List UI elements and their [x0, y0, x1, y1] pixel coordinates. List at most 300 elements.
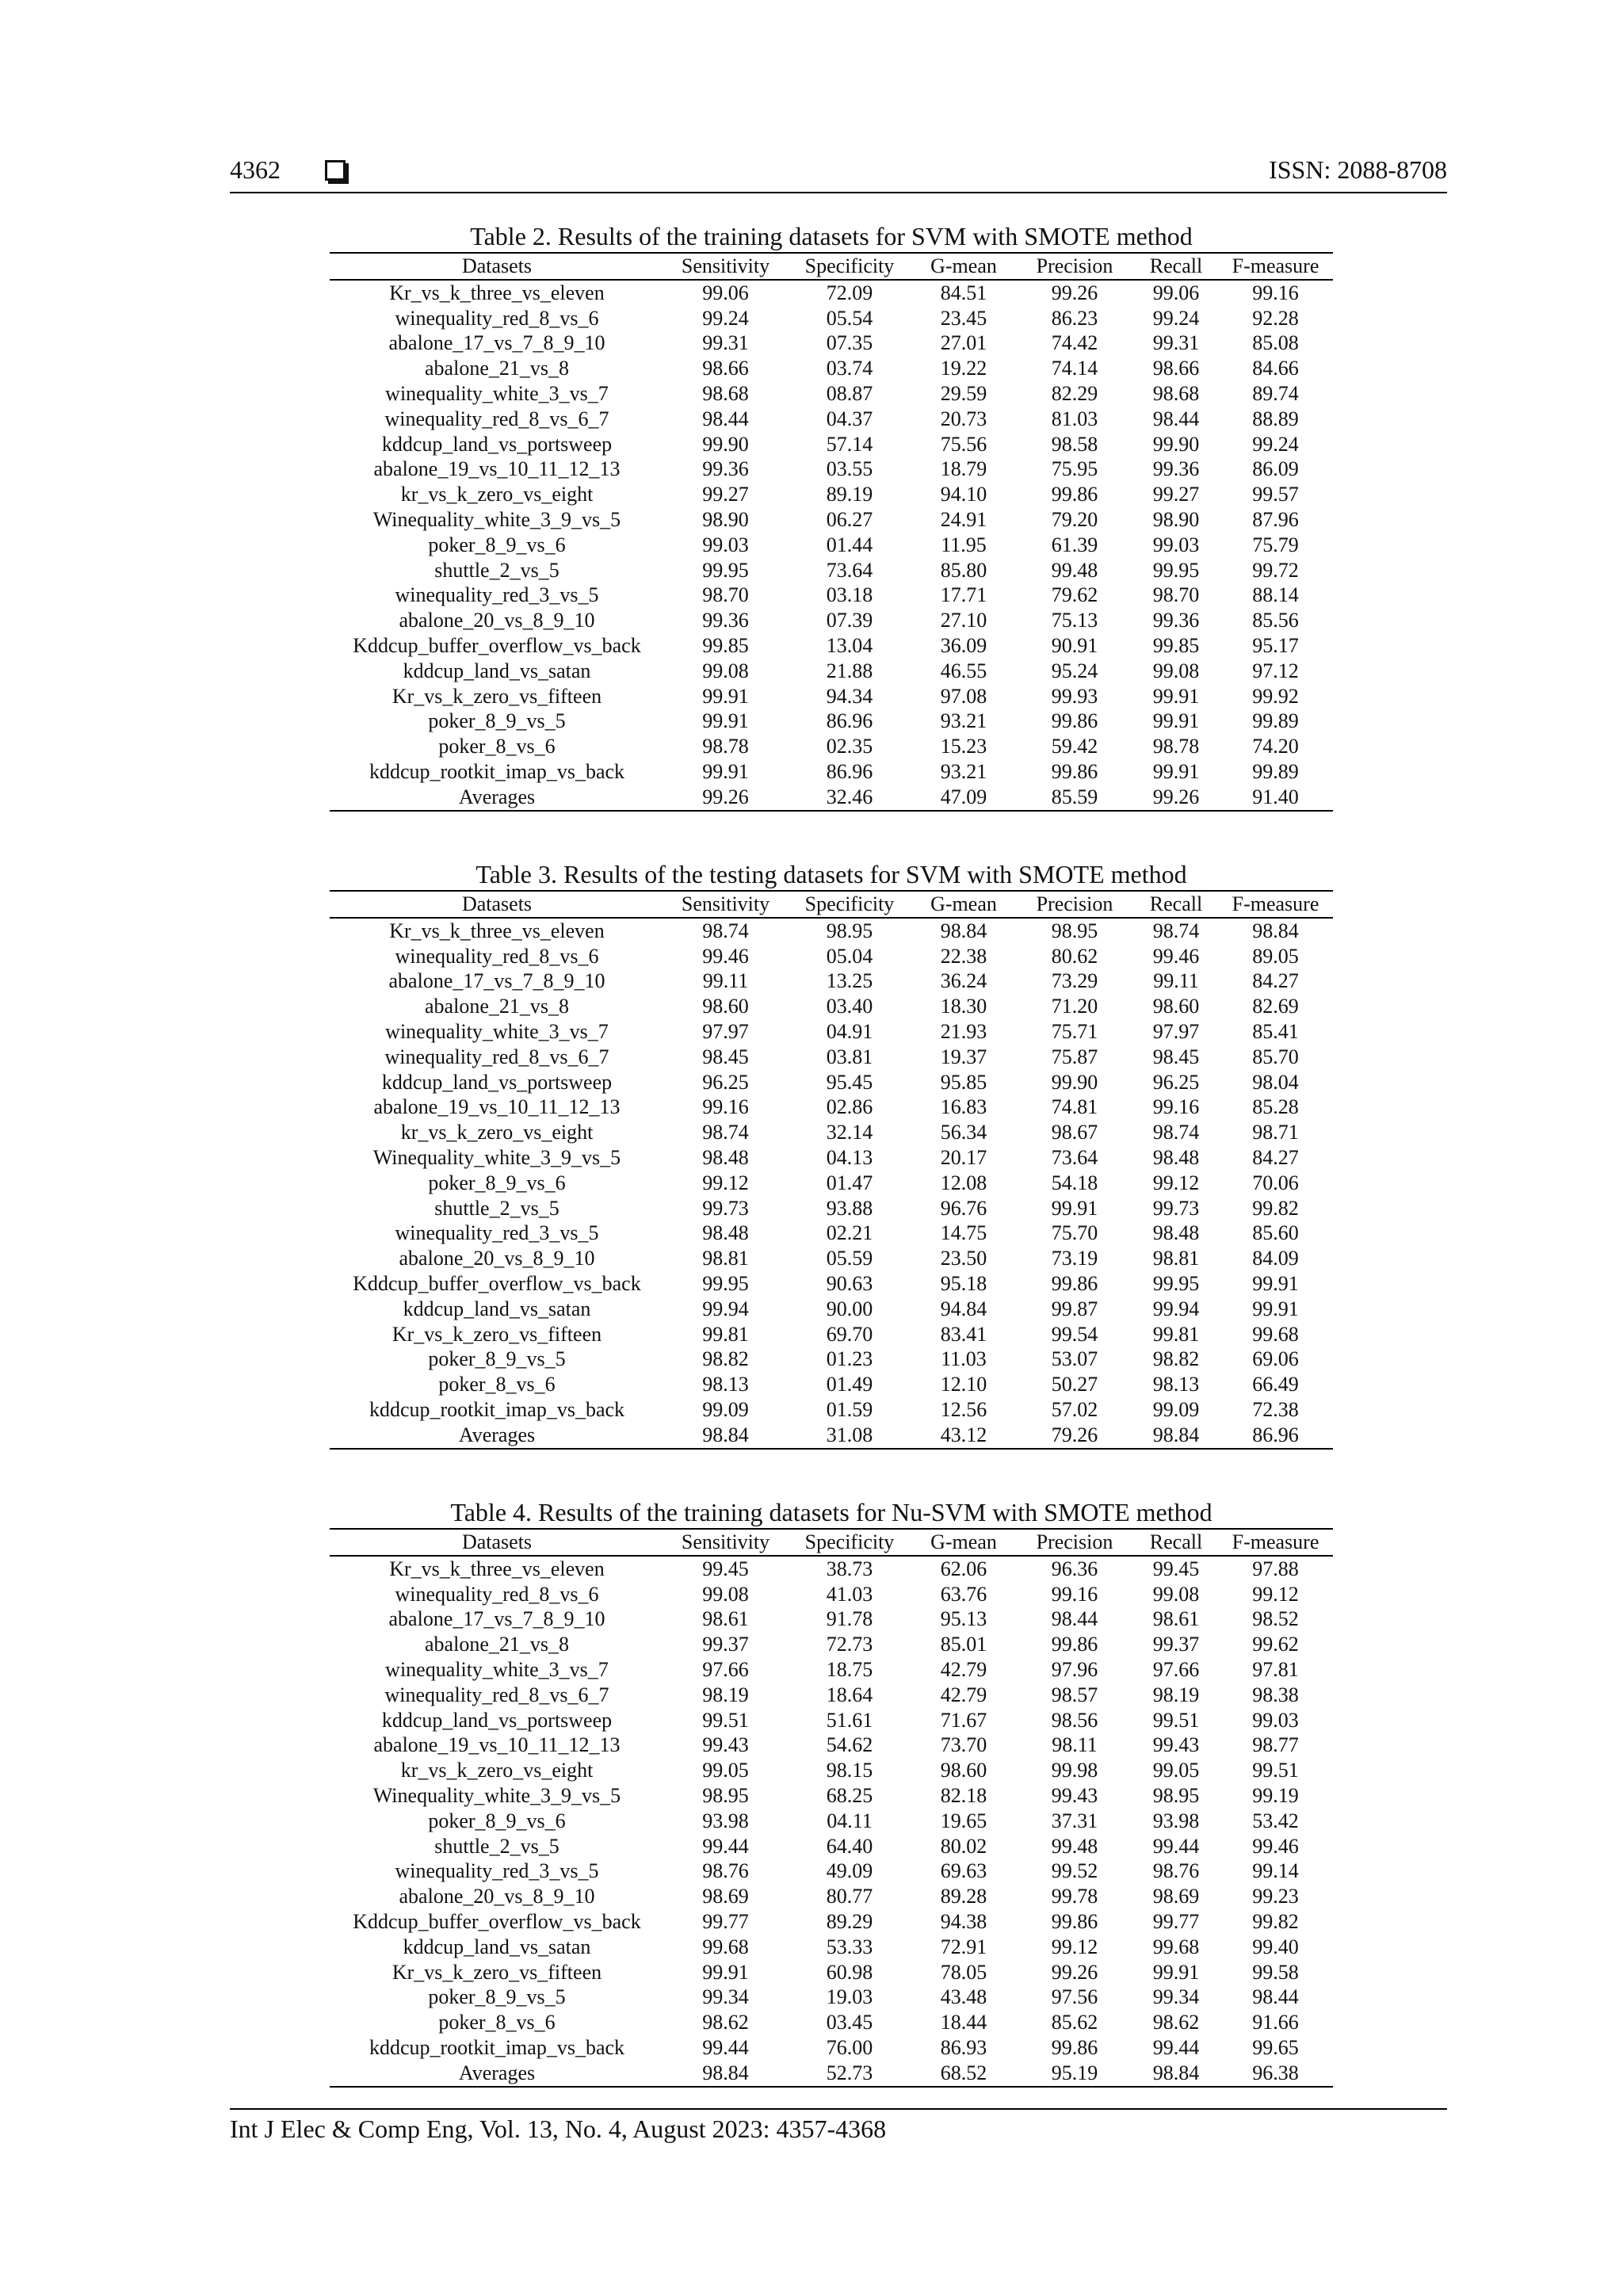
value-cell: 93.88	[826, 1196, 873, 1220]
value-cell: 05.59	[826, 1247, 873, 1270]
value-cell: 27.01	[940, 331, 987, 355]
table-row	[330, 356, 1333, 381]
dataset-cell: Kr_vs_k_three_vs_eleven	[389, 281, 605, 304]
dataset-cell: poker_8_9_vs_6	[428, 1171, 566, 1194]
dataset-cell: abalone_19_vs_10_11_12_13	[373, 457, 621, 481]
value-cell: 73.64	[826, 558, 873, 582]
dataset-cell: poker_8_vs_6	[438, 1373, 556, 1396]
table-caption: Table 4. Results of the training datasets for Nu-SVM with SMOTE method	[450, 1498, 1212, 1526]
value-cell: 62.06	[940, 1557, 987, 1580]
value-cell: 94.10	[940, 483, 987, 506]
value-cell: 90.00	[826, 1297, 873, 1320]
table-row	[330, 1909, 1333, 1935]
value-cell: 18.30	[940, 995, 987, 1018]
value-cell: 22.38	[940, 944, 987, 968]
column-header: F-measure	[1232, 254, 1319, 277]
value-cell: 98.48	[1152, 1221, 1200, 1245]
dataset-cell: poker_8_9_vs_6	[428, 1809, 566, 1832]
value-cell: 56.34	[940, 1121, 987, 1144]
value-cell: 86.96	[826, 759, 873, 783]
value-cell: 98.90	[1152, 507, 1200, 531]
value-cell: 99.81	[702, 1322, 749, 1346]
value-cell: 37.31	[1051, 1809, 1098, 1832]
table-row	[330, 2035, 1333, 2061]
value-cell: 98.95	[702, 1783, 749, 1807]
table-row	[330, 507, 1333, 533]
value-cell: 98.60	[1152, 995, 1200, 1018]
table-caption: Table 3. Results of the testing datasets for SVM with SMOTE method	[475, 860, 1187, 888]
table-row	[330, 633, 1333, 659]
value-cell: 20.17	[940, 1145, 987, 1169]
value-cell: 12.08	[940, 1171, 987, 1194]
value-cell: 99.90	[1051, 1070, 1098, 1094]
value-cell: 99.86	[1051, 1909, 1098, 1933]
value-cell: 57.14	[826, 432, 873, 456]
value-cell: 99.34	[702, 1985, 749, 2009]
table-row	[330, 1423, 1333, 1449]
dataset-cell: poker_8_9_vs_5	[428, 1985, 566, 2009]
value-cell: 98.04	[1252, 1070, 1299, 1094]
value-cell: 99.26	[1051, 1960, 1098, 1984]
table-row	[330, 1019, 1333, 1045]
value-cell: 99.08	[1152, 659, 1200, 682]
table-row	[330, 1397, 1333, 1423]
dataset-cell: winequality_red_3_vs_5	[395, 1859, 599, 1883]
value-cell: 01.49	[826, 1373, 873, 1396]
value-cell: 99.91	[1051, 1196, 1098, 1220]
value-cell: 98.11	[1052, 1733, 1098, 1757]
value-cell: 06.27	[826, 507, 873, 531]
value-cell: 75.95	[1051, 457, 1098, 481]
value-cell: 85.62	[1051, 2011, 1098, 2034]
value-cell: 74.20	[1252, 735, 1299, 758]
value-cell: 73.19	[1051, 1247, 1098, 1270]
value-cell: 53.07	[1051, 1347, 1098, 1371]
value-cell: 99.36	[1152, 457, 1200, 481]
value-cell: 03.74	[826, 357, 873, 380]
table-row	[330, 1834, 1333, 1859]
table-row	[330, 1884, 1333, 1909]
value-cell: 99.12	[702, 1171, 749, 1194]
value-cell: 32.46	[826, 785, 873, 808]
dataset-cell: abalone_17_vs_7_8_9_10	[388, 331, 605, 355]
value-cell: 31.08	[826, 1423, 873, 1446]
value-cell: 04.11	[827, 1809, 873, 1832]
value-cell: 51.61	[826, 1708, 873, 1732]
table-row	[330, 482, 1333, 507]
dataset-cell: Winequality_white_3_9_vs_5	[372, 507, 621, 531]
table-row	[330, 709, 1333, 734]
value-cell: 99.06	[702, 281, 749, 304]
table-row	[330, 457, 1333, 482]
value-cell: 99.91	[1152, 709, 1200, 733]
value-cell: 89.29	[826, 1909, 873, 1933]
value-cell: 93.98	[1152, 1809, 1200, 1832]
value-cell: 99.91	[702, 684, 749, 708]
value-cell: 46.55	[940, 659, 987, 682]
value-cell: 14.75	[940, 1221, 987, 1245]
value-cell: 98.44	[702, 407, 749, 430]
value-cell: 13.25	[826, 969, 873, 993]
value-cell: 99.16	[1152, 1095, 1200, 1119]
value-cell: 99.78	[1051, 1885, 1098, 1908]
value-cell: 98.58	[1051, 432, 1098, 456]
table-header-row	[330, 1529, 1333, 1556]
value-cell: 99.91	[1152, 684, 1200, 708]
table-caption: Table 2. Results of the training datasets for SVM with SMOTE method	[470, 222, 1193, 250]
table-row	[330, 734, 1333, 759]
value-cell: 98.13	[1152, 1373, 1200, 1396]
dataset-cell: shuttle_2_vs_5	[434, 1196, 559, 1220]
value-cell: 98.90	[702, 507, 749, 531]
value-cell: 99.51	[1252, 1759, 1299, 1782]
value-cell: 74.14	[1051, 357, 1098, 380]
value-cell: 98.44	[1051, 1607, 1098, 1631]
value-cell: 99.12	[1051, 1935, 1098, 1958]
value-cell: 04.37	[826, 407, 873, 430]
value-cell: 23.50	[940, 1247, 987, 1270]
value-cell: 99.86	[1051, 709, 1098, 733]
value-cell: 91.66	[1252, 2011, 1299, 2034]
table-row	[330, 533, 1333, 558]
value-cell: 99.87	[1051, 1297, 1098, 1320]
table-row	[330, 1271, 1333, 1297]
value-cell: 99.81	[1152, 1322, 1200, 1346]
table-row	[330, 1556, 1333, 1582]
value-cell: 05.04	[826, 944, 873, 968]
value-cell: 02.86	[826, 1095, 873, 1119]
value-cell: 99.19	[1252, 1783, 1299, 1807]
table-row	[330, 684, 1333, 709]
value-cell: 98.69	[702, 1885, 749, 1908]
dataset-cell: Kr_vs_k_three_vs_eleven	[389, 919, 605, 942]
value-cell: 98.95	[826, 919, 873, 942]
value-cell: 74.81	[1051, 1095, 1098, 1119]
value-cell: 19.03	[826, 1985, 873, 2009]
dataset-cell: Averages	[458, 2061, 536, 2084]
table-row	[330, 1372, 1333, 1397]
value-cell: 99.44	[702, 2035, 749, 2059]
value-cell: 99.05	[1152, 1759, 1200, 1782]
value-cell: 53.42	[1252, 1809, 1299, 1832]
value-cell: 99.44	[702, 1834, 749, 1858]
value-cell: 96.25	[702, 1070, 749, 1094]
column-header: G-mean	[930, 1530, 997, 1553]
value-cell: 99.91	[702, 709, 749, 733]
dataset-cell: Kddcup_buffer_overflow_vs_back	[353, 1909, 641, 1933]
value-cell: 07.35	[826, 331, 873, 355]
value-cell: 03.18	[826, 583, 873, 607]
value-cell: 97.81	[1252, 1657, 1299, 1681]
dataset-cell: winequality_white_3_vs_7	[385, 1019, 609, 1043]
value-cell: 99.14	[1252, 1859, 1299, 1883]
table-row	[330, 1758, 1333, 1783]
column-header: F-measure	[1232, 1530, 1319, 1553]
value-cell: 98.45	[1152, 1045, 1200, 1068]
dataset-cell: abalone_17_vs_7_8_9_10	[388, 1607, 605, 1631]
value-cell: 98.84	[1152, 1423, 1200, 1446]
value-cell: 95.19	[1051, 2061, 1098, 2084]
dataset-cell: kr_vs_k_zero_vs_eight	[400, 1759, 594, 1782]
value-cell: 98.44	[1152, 407, 1200, 430]
value-cell: 85.08	[1252, 331, 1299, 355]
value-cell: 99.44	[1152, 1834, 1200, 1858]
value-cell: 32.14	[826, 1121, 873, 1144]
table-row	[330, 1859, 1333, 1884]
value-cell: 95.85	[940, 1070, 987, 1094]
value-cell: 01.59	[826, 1397, 873, 1421]
value-cell: 54.18	[1051, 1171, 1098, 1194]
value-cell: 68.25	[826, 1783, 873, 1807]
value-cell: 73.64	[1051, 1145, 1098, 1169]
table-row	[330, 918, 1333, 944]
value-cell: 98.61	[702, 1607, 749, 1631]
value-cell: 11.95	[941, 533, 987, 556]
value-cell: 21.93	[940, 1019, 987, 1043]
value-cell: 99.08	[1152, 1582, 1200, 1606]
dataset-cell: Averages	[458, 785, 536, 808]
value-cell: 99.72	[1252, 558, 1299, 582]
value-cell: 99.57	[1252, 483, 1299, 506]
value-cell: 69.63	[940, 1859, 987, 1883]
value-cell: 99.62	[1252, 1633, 1299, 1656]
value-cell: 99.03	[702, 533, 749, 556]
value-cell: 99.82	[1252, 1909, 1299, 1933]
box-bullet-icon	[325, 160, 346, 181]
value-cell: 82.69	[1252, 995, 1299, 1018]
column-header: Precision	[1036, 892, 1113, 915]
table-row	[330, 1783, 1333, 1809]
value-cell: 85.80	[940, 558, 987, 582]
value-cell: 99.44	[1152, 2035, 1200, 2059]
value-cell: 93.21	[940, 759, 987, 783]
value-cell: 99.43	[702, 1733, 749, 1757]
value-cell: 98.66	[1152, 357, 1200, 380]
dataset-cell: abalone_20_vs_8_9_10	[399, 609, 595, 632]
value-cell: 72.91	[940, 1935, 987, 1958]
value-cell: 49.09	[826, 1859, 873, 1883]
value-cell: 97.97	[1152, 1019, 1200, 1043]
dataset-cell: abalone_17_vs_7_8_9_10	[388, 969, 605, 993]
value-cell: 98.57	[1051, 1683, 1098, 1706]
value-cell: 52.73	[826, 2061, 873, 2084]
table-row	[330, 1196, 1333, 1221]
value-cell: 99.91	[1152, 759, 1200, 783]
column-header: F-measure	[1232, 892, 1319, 915]
dataset-cell: Kr_vs_k_three_vs_eleven	[389, 1557, 605, 1580]
value-cell: 99.95	[702, 558, 749, 582]
dataset-cell: kddcup_land_vs_satan	[403, 1297, 591, 1320]
value-cell: 98.38	[1252, 1683, 1299, 1706]
table-row	[330, 994, 1333, 1019]
value-cell: 50.27	[1051, 1373, 1098, 1396]
column-header: Recall	[1149, 892, 1203, 915]
value-cell: 42.79	[940, 1683, 987, 1706]
table-row	[330, 968, 1333, 994]
results-table	[330, 890, 1333, 1450]
value-cell: 43.12	[940, 1423, 987, 1446]
value-cell: 98.78	[702, 735, 749, 758]
value-cell: 98.13	[702, 1373, 749, 1396]
dataset-cell: abalone_20_vs_8_9_10	[399, 1247, 595, 1270]
table-row	[330, 2061, 1333, 2087]
value-cell: 99.98	[1051, 1759, 1098, 1782]
value-cell: 86.23	[1051, 306, 1098, 330]
dataset-cell: winequality_red_3_vs_5	[395, 1221, 599, 1245]
page-footer	[230, 2108, 1447, 2144]
value-cell: 99.82	[1252, 1196, 1299, 1220]
table-row	[330, 330, 1333, 356]
column-header: Sensitivity	[681, 1530, 770, 1553]
value-cell: 75.79	[1252, 533, 1299, 556]
value-cell: 84.66	[1252, 357, 1299, 380]
page-number: 4362	[230, 155, 281, 184]
table-2	[330, 222, 1333, 812]
value-cell: 99.93	[1051, 684, 1098, 708]
value-cell: 18.79	[940, 457, 987, 481]
value-cell: 84.09	[1252, 1247, 1299, 1270]
value-cell: 99.95	[1152, 558, 1200, 582]
value-cell: 03.40	[826, 995, 873, 1018]
value-cell: 99.85	[702, 633, 749, 657]
dataset-cell: Winequality_white_3_9_vs_5	[372, 1783, 621, 1807]
value-cell: 75.70	[1051, 1221, 1098, 1245]
table-row	[330, 1985, 1333, 2010]
value-cell: 72.73	[826, 1633, 873, 1656]
value-cell: 86.96	[1252, 1423, 1299, 1446]
table-row	[330, 1708, 1333, 1733]
value-cell: 59.42	[1051, 735, 1098, 758]
dataset-cell: poker_8_9_vs_6	[428, 533, 566, 556]
value-cell: 97.97	[702, 1019, 749, 1043]
value-cell: 99.16	[1252, 281, 1299, 304]
table-row	[330, 583, 1333, 608]
table-header-row	[330, 253, 1333, 280]
value-cell: 99.08	[702, 659, 749, 682]
value-cell: 94.38	[940, 1909, 987, 1933]
dataset-cell: winequality_red_8_vs_6	[395, 306, 599, 330]
value-cell: 86.93	[940, 2035, 987, 2059]
dataset-cell: Kr_vs_k_zero_vs_fifteen	[391, 684, 602, 708]
table-row	[330, 1347, 1333, 1372]
table-row	[330, 1322, 1333, 1347]
value-cell: 99.89	[1252, 709, 1299, 733]
value-cell: 99.46	[1152, 944, 1200, 968]
column-header: Precision	[1036, 1530, 1113, 1553]
value-cell: 85.28	[1252, 1095, 1299, 1119]
value-cell: 99.31	[1152, 331, 1200, 355]
dataset-cell: winequality_red_3_vs_5	[395, 583, 599, 607]
value-cell: 97.56	[1051, 1985, 1098, 2009]
value-cell: 24.91	[940, 507, 987, 531]
dataset-cell: poker_8_9_vs_5	[428, 709, 566, 733]
value-cell: 98.74	[1152, 919, 1200, 942]
value-cell: 98.84	[702, 2061, 749, 2084]
value-cell: 79.62	[1051, 583, 1098, 607]
value-cell: 99.92	[1252, 684, 1299, 708]
value-cell: 98.66	[702, 357, 749, 380]
value-cell: 98.84	[940, 919, 987, 942]
value-cell: 98.95	[1051, 919, 1098, 942]
table-row	[330, 1606, 1333, 1632]
value-cell: 21.88	[826, 659, 873, 682]
value-cell: 38.73	[826, 1557, 873, 1580]
table-row	[330, 1733, 1333, 1758]
value-cell: 75.71	[1051, 1019, 1098, 1043]
value-cell: 99.43	[1152, 1733, 1200, 1757]
table-row	[330, 1171, 1333, 1196]
value-cell: 99.08	[702, 1582, 749, 1606]
value-cell: 99.86	[1051, 1633, 1098, 1656]
value-cell: 74.42	[1051, 331, 1098, 355]
value-cell: 96.25	[1152, 1070, 1200, 1094]
table-3	[330, 860, 1333, 1450]
column-header: Recall	[1149, 1530, 1203, 1553]
value-cell: 98.76	[702, 1859, 749, 1883]
value-cell: 98.77	[1252, 1733, 1299, 1757]
dataset-cell: winequality_white_3_vs_7	[385, 381, 609, 405]
value-cell: 99.77	[1152, 1909, 1200, 1933]
value-cell: 99.89	[1252, 759, 1299, 783]
value-cell: 99.37	[702, 1633, 749, 1656]
value-cell: 04.13	[826, 1145, 873, 1169]
value-cell: 97.08	[940, 684, 987, 708]
value-cell: 15.23	[940, 735, 987, 758]
dataset-cell: abalone_19_vs_10_11_12_13	[373, 1733, 621, 1757]
table-row	[330, 558, 1333, 583]
value-cell: 41.03	[826, 1582, 873, 1606]
results-table	[330, 252, 1333, 812]
value-cell: 87.96	[1252, 507, 1299, 531]
value-cell: 99.05	[702, 1759, 749, 1782]
value-cell: 99.91	[702, 759, 749, 783]
table-row	[330, 659, 1333, 684]
value-cell: 98.19	[1152, 1683, 1200, 1706]
value-cell: 98.69	[1152, 1885, 1200, 1908]
value-cell: 43.48	[940, 1985, 987, 2009]
value-cell: 83.41	[940, 1322, 987, 1346]
value-cell: 57.02	[1051, 1397, 1098, 1421]
value-cell: 17.71	[940, 583, 987, 607]
value-cell: 96.38	[1252, 2061, 1299, 2084]
dataset-cell: kddcup_land_vs_portsweep	[381, 1070, 613, 1094]
value-cell: 95.13	[940, 1607, 987, 1631]
value-cell: 63.76	[940, 1582, 987, 1606]
table-row	[330, 1246, 1333, 1271]
value-cell: 01.23	[826, 1347, 873, 1371]
value-cell: 98.67	[1051, 1121, 1098, 1144]
value-cell: 99.91	[702, 1960, 749, 1984]
value-cell: 99.54	[1051, 1322, 1098, 1346]
value-cell: 99.48	[1051, 558, 1098, 582]
value-cell: 98.48	[1152, 1145, 1200, 1169]
value-cell: 02.35	[826, 735, 873, 758]
value-cell: 84.51	[940, 281, 987, 304]
value-cell: 80.62	[1051, 944, 1098, 968]
value-cell: 99.36	[702, 609, 749, 632]
column-header: Specificity	[804, 254, 895, 277]
table-row	[330, 1120, 1333, 1145]
column-header: Datasets	[461, 1530, 533, 1553]
value-cell: 05.54	[826, 306, 873, 330]
column-header: Specificity	[804, 892, 895, 915]
value-cell: 97.66	[1152, 1657, 1200, 1681]
value-cell: 99.68	[1252, 1322, 1299, 1346]
value-cell: 98.84	[1152, 2061, 1200, 2084]
value-cell: 99.36	[702, 457, 749, 481]
value-cell: 99.26	[1152, 785, 1200, 808]
value-cell: 99.91	[1252, 1271, 1299, 1295]
